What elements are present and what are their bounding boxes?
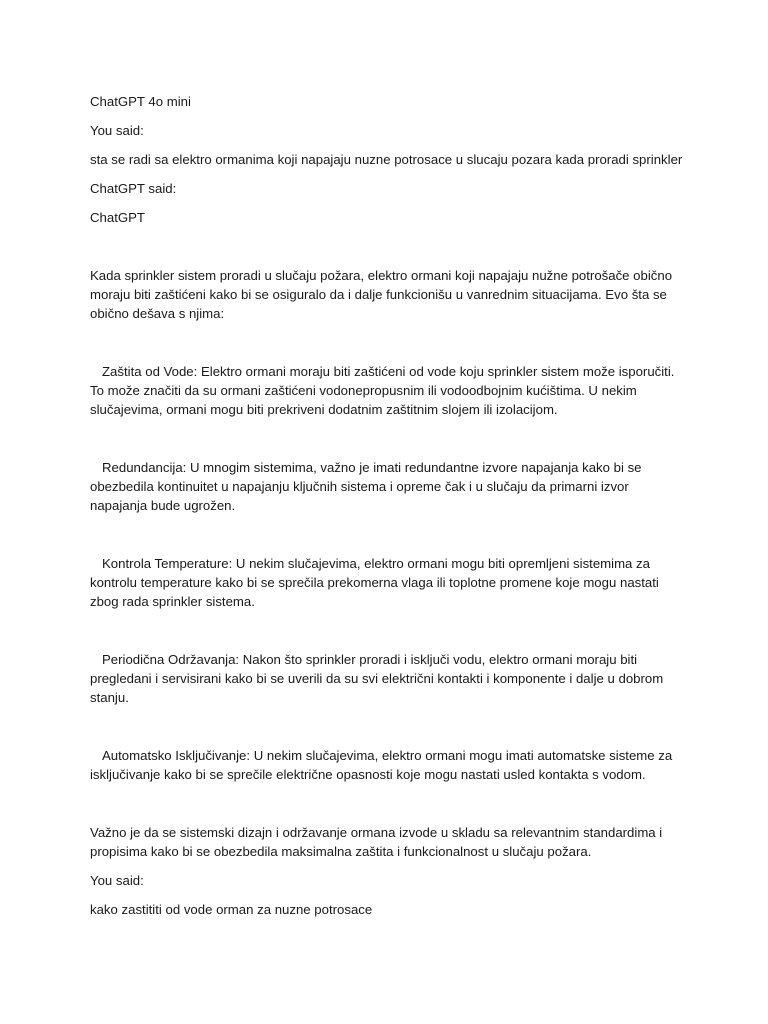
point-paragraph: Zaštita od Vode: Elektro ormani moraju biti zaštićeni od vode koju sprinkler sistem može isporučiti. To može značiti da su ormani zaštićeni vodonepropusnim ili vodoodbojnim kućištima. U nekim slučajevima, ormani mogu biti prekriveni dodatnim zaštitnim slojem ili izolacijom. — [90, 364, 675, 418]
intro-paragraph: Kada sprinkler sistem proradi u slučaju požara, elektro ormani koji napajaju nužne potrošače obično moraju biti zaštićeni kako bi se osiguralo da i dalje funkcionišu u vanrednim situacijama. Evo šta se obično dešava s njima: — [90, 268, 673, 322]
chat-header: ChatGPT 4o mini — [90, 94, 191, 109]
assistant-label: ChatGPT said: — [90, 181, 177, 196]
point-paragraph: Redundancija: U mnogim sistemima, važno je imati redundantne izvore napajanja kako bi se obezbedila kontinuitet u napajanju ključnih sistema i opreme čak i u slučaju da primarni izvor napajanja bude ugrožen. — [90, 460, 642, 514]
document-page — [90, 0, 683, 1024]
user-message: kako zastititi od vode orman za nuzne potrosace — [90, 902, 373, 917]
assistant-name: ChatGPT — [90, 210, 145, 225]
conclusion-paragraph: Važno je da se sistemski dizajn i održavanje ormana izvode u skladu sa relevantnim standardima i propisima kako bi se obezbedila maksimalna zaštita i funkcionalnost u slučaju požara. — [90, 825, 663, 860]
user-message: sta se radi sa elektro ormanima koji napajaju nuzne potrosace u slucaju pozara kada proradi sprinkler — [90, 152, 683, 167]
point-paragraph: Automatsko Isključivanje: U nekim slučajevima, elektro ormani mogu imati automatske sisteme za isključivanje kako bi se sprečile električne opasnosti koje mogu nastati usled kontakta s vodom. — [90, 748, 673, 783]
point-paragraph: Periodična Održavanja: Nakon što sprinkler proradi i isključi vodu, elektro ormani moraju biti pregledani i servisirani kako bi se uverili da su svi električni kontakti i komponente i dalje u dobrom stanju. — [90, 652, 664, 706]
point-paragraph: Kontrola Temperature: U nekim slučajevima, elektro ormani mogu biti opremljeni sistemima za kontrolu temperature kako bi se sprečila prekomerna vlaga ili toplotne promene koje mogu nastati zbog rada sprinkler sistema. — [90, 556, 659, 610]
user-label: You said: — [90, 873, 144, 888]
user-label: You said: — [90, 123, 144, 138]
